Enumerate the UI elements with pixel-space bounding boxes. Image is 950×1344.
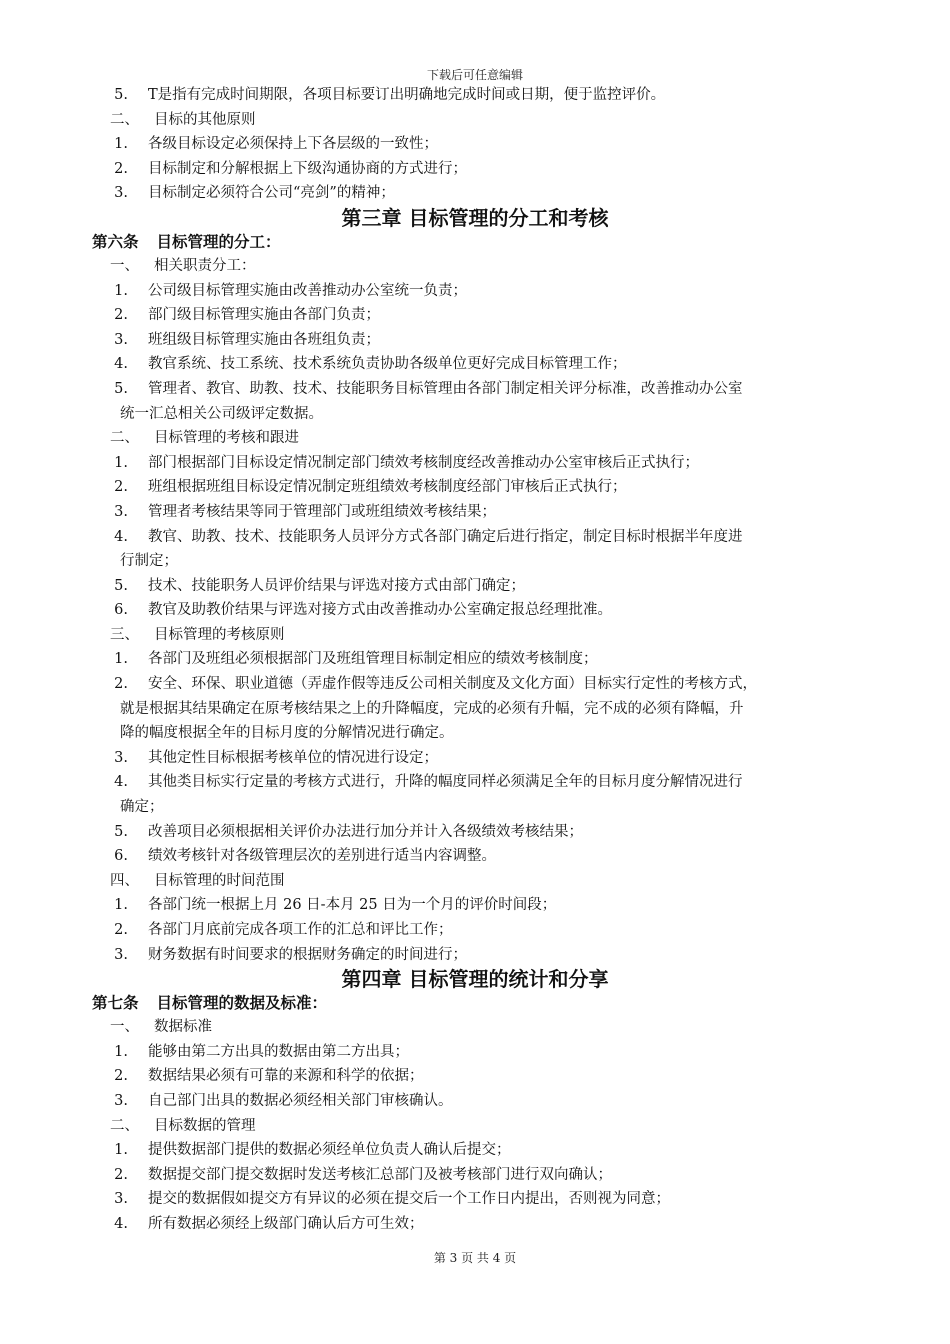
section-number: 二、 bbox=[110, 430, 139, 447]
item-text: 部门级目标管理实施由各部门负责； bbox=[148, 307, 380, 324]
item-number: 2. bbox=[114, 307, 128, 324]
page-header: 下载后可任意编辑 bbox=[426, 68, 523, 82]
section-line bbox=[92, 254, 872, 279]
item-number: 3. bbox=[114, 503, 128, 520]
chapter-heading: 第四章 目标管理的统计和分享 bbox=[341, 967, 609, 992]
section-number: 二、 bbox=[110, 1117, 139, 1134]
section-line bbox=[92, 426, 872, 451]
list-item bbox=[92, 352, 872, 377]
list-item bbox=[92, 943, 872, 968]
item-text: 各部门统一根据上月 26 日-本月 25 日为一个月的评价时间段； bbox=[148, 897, 557, 914]
item-number: 3. bbox=[114, 331, 128, 348]
list-item bbox=[92, 1163, 872, 1188]
list-item bbox=[92, 525, 872, 550]
section-line bbox=[92, 108, 872, 133]
section-line bbox=[92, 1015, 872, 1040]
item-text: 数据结果必须有可靠的来源和科学的依据； bbox=[148, 1068, 424, 1085]
list-item bbox=[92, 328, 872, 353]
list-item bbox=[92, 918, 872, 943]
list-item bbox=[92, 1040, 872, 1065]
item-number: 1. bbox=[114, 136, 128, 153]
continuation-line: 行制定； bbox=[120, 553, 178, 570]
item-number: 1. bbox=[114, 454, 128, 471]
list-item bbox=[92, 770, 872, 795]
list-item bbox=[92, 574, 872, 599]
item-text: T是指有完成时间期限，各项目标要订出明确地完成时间或日期，便于监控评价。 bbox=[148, 87, 666, 103]
item-number: 5. bbox=[114, 87, 128, 103]
item-text: 教官、助教、技术、技能职务人员评分方式各部门确定后进行指定，制定目标时根据半年度进 bbox=[148, 528, 743, 545]
list-item bbox=[92, 303, 872, 328]
section-text: 目标管理的考核和跟进 bbox=[154, 430, 299, 447]
section-number: 一、 bbox=[110, 1019, 139, 1036]
item-text: 改善项目必须根据相关评价办法进行加分并计入各级绩效考核结果； bbox=[148, 823, 583, 840]
list-item bbox=[92, 475, 872, 500]
item-number: 3. bbox=[114, 749, 128, 766]
list-item bbox=[92, 451, 872, 476]
item-number: 4. bbox=[114, 1215, 128, 1232]
item-text: 教官系统、技工系统、技术系统负责协助各级单位更好完成目标管理工作； bbox=[148, 356, 627, 373]
item-number: 6. bbox=[114, 848, 128, 865]
item-text: 各部门及班组必须根据部门及班组管理目标制定相应的绩效考核制度； bbox=[148, 651, 598, 668]
section-text: 目标数据的管理 bbox=[154, 1117, 256, 1134]
document-body bbox=[92, 83, 872, 1237]
section-number: 二、 bbox=[110, 111, 139, 128]
item-number: 3. bbox=[114, 1092, 128, 1109]
item-number: 5. bbox=[114, 823, 128, 840]
item-number: 2. bbox=[114, 160, 128, 177]
list-item bbox=[92, 746, 872, 771]
item-text: 目标制定必须符合公司“亮剑”的精神； bbox=[148, 185, 395, 202]
item-text: 能够由第二方出具的数据由第二方出具； bbox=[148, 1043, 409, 1060]
section-number: 四、 bbox=[110, 872, 139, 889]
list-item bbox=[92, 157, 872, 182]
section-line bbox=[92, 623, 872, 648]
article-title: 目标管理的数据及标准： bbox=[156, 993, 328, 1013]
list-item bbox=[92, 132, 872, 157]
list-item bbox=[92, 279, 872, 304]
article-number: 第六条 bbox=[92, 231, 139, 251]
continuation-line: 降的幅度根据全年的目标月度的分解情况进行确定。 bbox=[120, 725, 454, 742]
section-text: 目标管理的时间范围 bbox=[154, 872, 285, 889]
item-text: 管理者考核结果等同于管理部门或班组绩效考核结果； bbox=[148, 503, 496, 520]
item-text: 自己部门出具的数据必须经相关部门审核确认。 bbox=[148, 1092, 453, 1109]
item-text: 提供数据部门提供的数据必须经单位负责人确认后提交； bbox=[148, 1142, 511, 1159]
section-text: 相关职责分工： bbox=[154, 257, 256, 274]
item-text: 部门根据部门目标设定情况制定部门绩效考核制度经改善推动办公室审核后正式执行； bbox=[148, 454, 699, 471]
item-text: 教官及助教价结果与评选对接方式由改善推动办公室确定报总经理批准。 bbox=[148, 602, 612, 619]
item-number: 5. bbox=[114, 380, 128, 397]
list-item bbox=[92, 820, 872, 845]
item-number: 4. bbox=[114, 528, 128, 545]
item-number: 1. bbox=[114, 1043, 128, 1060]
section-line bbox=[92, 1114, 872, 1139]
article-title: 目标管理的分工： bbox=[156, 231, 281, 251]
article-heading bbox=[92, 230, 872, 254]
item-number: 4. bbox=[114, 356, 128, 373]
item-text: 提交的数据假如提交方有异议的必须在提交后一个工作日内提出，否则视为同意； bbox=[148, 1191, 670, 1208]
item-number: 3. bbox=[114, 1191, 128, 1208]
list-item bbox=[92, 1212, 872, 1237]
chapter-heading: 第三章 目标管理的分工和考核 bbox=[341, 205, 609, 230]
item-text: 财务数据有时间要求的根据财务确定的时间进行； bbox=[148, 946, 467, 963]
item-text: 其他类目标实行定量的考核方式进行，升降的幅度同样必须满足全年的目标月度分解情况进行 bbox=[148, 774, 743, 791]
article-heading bbox=[92, 991, 872, 1015]
item-text: 技术、技能职务人员评价结果与评选对接方式由部门确定； bbox=[148, 577, 525, 594]
item-number: 3. bbox=[114, 946, 128, 963]
list-item bbox=[92, 598, 872, 623]
list-item bbox=[92, 1187, 872, 1212]
item-number: 1. bbox=[114, 282, 128, 299]
item-number: 4. bbox=[114, 774, 128, 791]
item-text: 安全、环保、职业道德（弄虚作假等违反公司相关制度及文化方面）目标实行定性的考核方式， bbox=[148, 676, 757, 693]
item-text: 数据提交部门提交数据时发送考核汇总部门及被考核部门进行双向确认； bbox=[148, 1166, 612, 1183]
item-number: 5. bbox=[114, 577, 128, 594]
item-text: 管理者、教官、助教、技术、技能职务目标管理由各部门制定相关评分标准，改善推动办公室 bbox=[148, 380, 743, 397]
item-number: 2. bbox=[114, 1166, 128, 1183]
item-number: 1. bbox=[114, 1142, 128, 1159]
article-number: 第七条 bbox=[92, 993, 139, 1013]
item-text: 公司级目标管理实施由改善推动办公室统一负责； bbox=[148, 282, 467, 299]
item-text: 绩效考核针对各级管理层次的差别进行适当内容调整。 bbox=[148, 848, 496, 865]
list-item bbox=[92, 181, 872, 206]
list-item bbox=[92, 1064, 872, 1089]
item-text: 班组根据班组目标设定情况制定班组绩效考核制度经部门审核后正式执行； bbox=[148, 479, 627, 496]
list-item bbox=[92, 844, 872, 869]
list-item bbox=[92, 500, 872, 525]
item-text: 其他定性目标根据考核单位的情况进行设定； bbox=[148, 749, 438, 766]
item-number: 1. bbox=[114, 651, 128, 668]
list-item bbox=[92, 377, 872, 402]
item-text: 所有数据必须经上级部门确认后方可生效； bbox=[148, 1215, 424, 1232]
list-item bbox=[92, 647, 872, 672]
item-text: 目标制定和分解根据上下级沟通协商的方式进行； bbox=[148, 160, 467, 177]
list-item bbox=[92, 893, 872, 918]
item-number: 2. bbox=[114, 676, 128, 693]
list-item bbox=[92, 1089, 872, 1114]
section-number: 一、 bbox=[110, 257, 139, 274]
item-number: 1. bbox=[114, 897, 128, 914]
continuation-line: 统一汇总相关公司级评定数据。 bbox=[120, 405, 323, 422]
item-text: 班组级目标管理实施由各班组负责； bbox=[148, 331, 380, 348]
item-text: 各级目标设定必须保持上下各层级的一致性； bbox=[148, 136, 438, 153]
item-number: 2. bbox=[114, 1068, 128, 1085]
continuation-line: 确定； bbox=[120, 799, 164, 816]
item-number: 3. bbox=[114, 185, 128, 202]
list-item bbox=[92, 1138, 872, 1163]
item-text: 各部门月底前完成各项工作的汇总和评比工作； bbox=[148, 922, 453, 938]
list-item bbox=[92, 672, 872, 697]
section-number: 三、 bbox=[110, 626, 139, 643]
page-footer: 第 3 页 共 4 页 bbox=[433, 1251, 517, 1265]
item-number: 2. bbox=[114, 479, 128, 496]
continuation-line: 就是根据其结果确定在原考核结果之上的升降幅度，完成的必须有升幅，完不成的必须有降幅，升 bbox=[120, 700, 744, 717]
item-number: 6. bbox=[114, 602, 128, 619]
section-text: 数据标准 bbox=[154, 1019, 212, 1036]
section-line bbox=[92, 869, 872, 894]
item-number: 2. bbox=[114, 922, 128, 938]
list-item bbox=[92, 83, 872, 108]
section-text: 目标管理的考核原则 bbox=[154, 626, 285, 643]
section-text: 目标的其他原则 bbox=[154, 111, 256, 128]
